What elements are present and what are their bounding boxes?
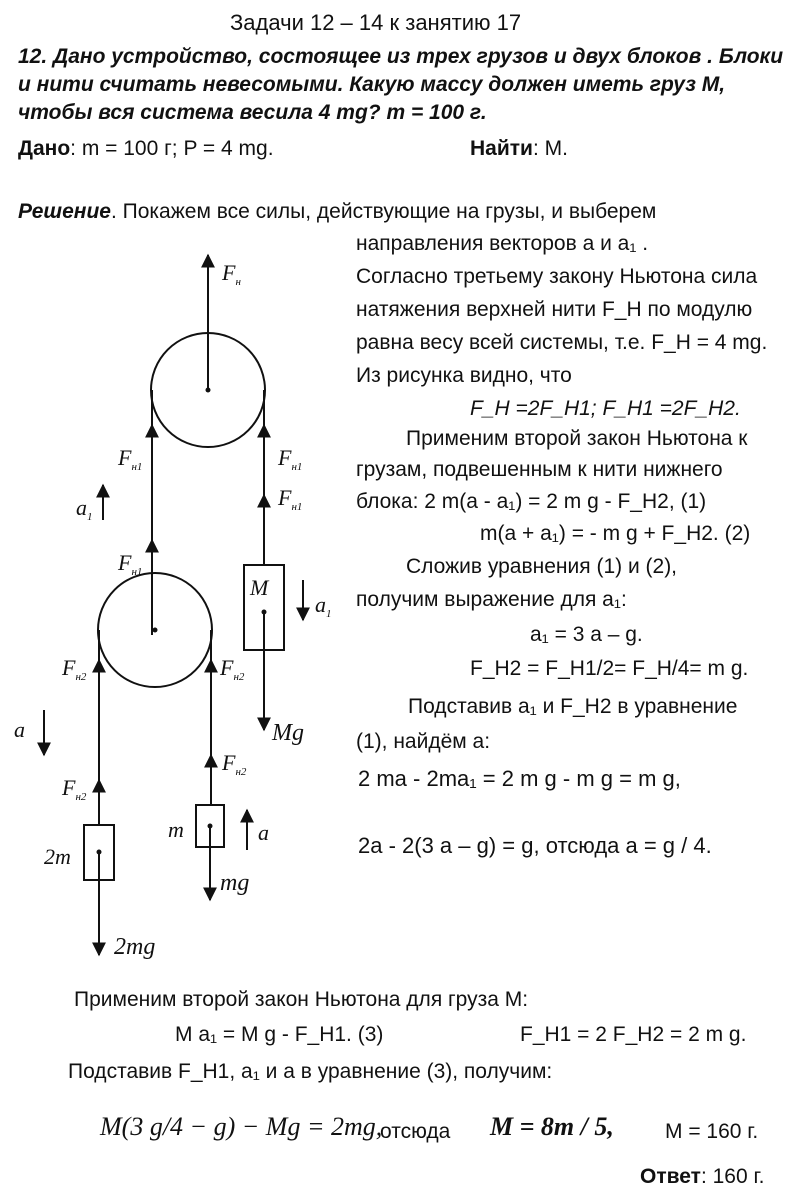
- solution-line-1: направления векторов a и a₁ .: [356, 232, 649, 255]
- given-row: [18, 137, 274, 161]
- answer-value: : 160 г.: [700, 1165, 765, 1188]
- solution-line-8: грузам, подвешенным к нити нижнего: [356, 458, 723, 481]
- label-mg: mg: [220, 870, 250, 896]
- solution-line-15: Подставив a₁ и F_H2 в уравнение: [408, 695, 738, 718]
- solution-line-14: F_H2 = F_H1/2= F_H/4= m g.: [470, 657, 749, 680]
- label-fn1-lower: $F_{н1}$: [118, 550, 143, 578]
- bottom-line-2: Подставив F_H1, a₁ и a в уравнение (3), получим:: [68, 1060, 553, 1083]
- solution-intro: [18, 200, 656, 224]
- problem-line-2: и нити считать невесомыми. Какую массу должен иметь груз М,: [18, 73, 726, 96]
- answer-label: Ответ: [640, 1165, 701, 1188]
- answer-row: [640, 1165, 764, 1189]
- solution-line-6: F_H =2F_H1; F_H1 =2F_H2.: [470, 397, 741, 420]
- solution-label: Решение: [18, 200, 111, 223]
- find-row: [470, 137, 568, 161]
- label-fn1-left: $F_{н1}$: [118, 445, 143, 473]
- label-a-left: a: [14, 717, 25, 742]
- formula-left: M(3 g/4 − g) − Mg = 2mg,: [100, 1112, 383, 1141]
- find-label: Найти: [470, 137, 533, 160]
- label-2mg: 2mg: [114, 934, 156, 960]
- solution-line-7: Применим второй закон Ньютона к: [406, 427, 748, 450]
- label-Mg: Mg: [272, 720, 304, 746]
- pulley-diagram: [0, 240, 350, 980]
- solution-line-17: 2 ma - 2ma₁ = 2 m g - m g = m g,: [358, 766, 681, 791]
- label-a1-right: $a_1$: [315, 592, 332, 620]
- label-fn1-on-m: $F_{н1}$: [278, 485, 303, 513]
- label-fn2-right: $F_{н2}$: [220, 655, 245, 683]
- problem-number: 12.: [18, 45, 48, 68]
- solution-line-12: получим выражение для a₁:: [356, 588, 627, 611]
- solution-intro-text: . Покажем все силы, действующие на грузы, и выберем: [110, 200, 657, 223]
- equation-3: M a₁ = M g - F_H1. (3): [175, 1023, 384, 1046]
- solution-line-11: Сложив уравнения (1) и (2),: [406, 555, 678, 578]
- problem-text-1: Дано устройство, состоящее из трех грузов и двух блоков . Блоки: [53, 45, 784, 68]
- label-fn2-on-2m: $F_{н2}$: [62, 775, 87, 803]
- solution-line-9: блока: 2 m(a - a₁) = 2 m g - F_H2, (1): [356, 490, 707, 513]
- label-fn1-right: $F_{н1}$: [278, 445, 303, 473]
- label-fn2-left: $F_{н2}$: [62, 655, 87, 683]
- equation-fh: F_H1 = 2 F_H2 = 2 m g.: [520, 1023, 747, 1046]
- solution-line-5: Из рисунка видно, что: [356, 364, 572, 387]
- otsyuda-label: отсюда: [380, 1120, 451, 1143]
- solution-line-13: a₁ = 3 a – g.: [530, 623, 643, 646]
- label-M: M: [250, 575, 269, 600]
- page-title: Задачи 12 – 14 к занятию 17: [230, 10, 522, 35]
- solution-line-10: m(a + a₁) = - m g + F_H2. (2): [480, 522, 751, 545]
- solution-line-4: равна весу всей системы, т.е. F_H = 4 mg.: [356, 331, 768, 354]
- label-fn: $F_н$: [222, 260, 241, 288]
- problem-line-1: [18, 45, 783, 69]
- formula-M: M = 8m / 5,: [490, 1112, 614, 1141]
- label-a1-left: $a_1$: [76, 495, 93, 523]
- given-values: : m = 100 г; P = 4 mg.: [70, 137, 274, 160]
- bottom-line-1: Применим второй закон Ньютона для груза M:: [74, 988, 529, 1011]
- solution-line-18: 2a - 2(3 a – g) = g, отсюда a = g / 4.: [358, 833, 712, 858]
- problem-line-3: чтобы вся система весила 4 mg? m = 100 г.: [18, 101, 487, 124]
- label-a-right: a: [258, 820, 269, 845]
- label-2m: 2m: [44, 844, 71, 869]
- given-label: Дано: [18, 137, 71, 160]
- label-m: m: [168, 817, 184, 842]
- find-value: : M.: [532, 137, 568, 160]
- solution-line-16: (1), найдём a:: [356, 730, 491, 753]
- m-result: M = 160 г.: [665, 1120, 759, 1143]
- label-fn2-on-m: $F_{н2}$: [222, 750, 247, 778]
- solution-line-3: натяжения верхней нити F_H по модулю: [356, 298, 753, 321]
- solution-line-2: Согласно третьему закону Ньютона сила: [356, 265, 758, 288]
